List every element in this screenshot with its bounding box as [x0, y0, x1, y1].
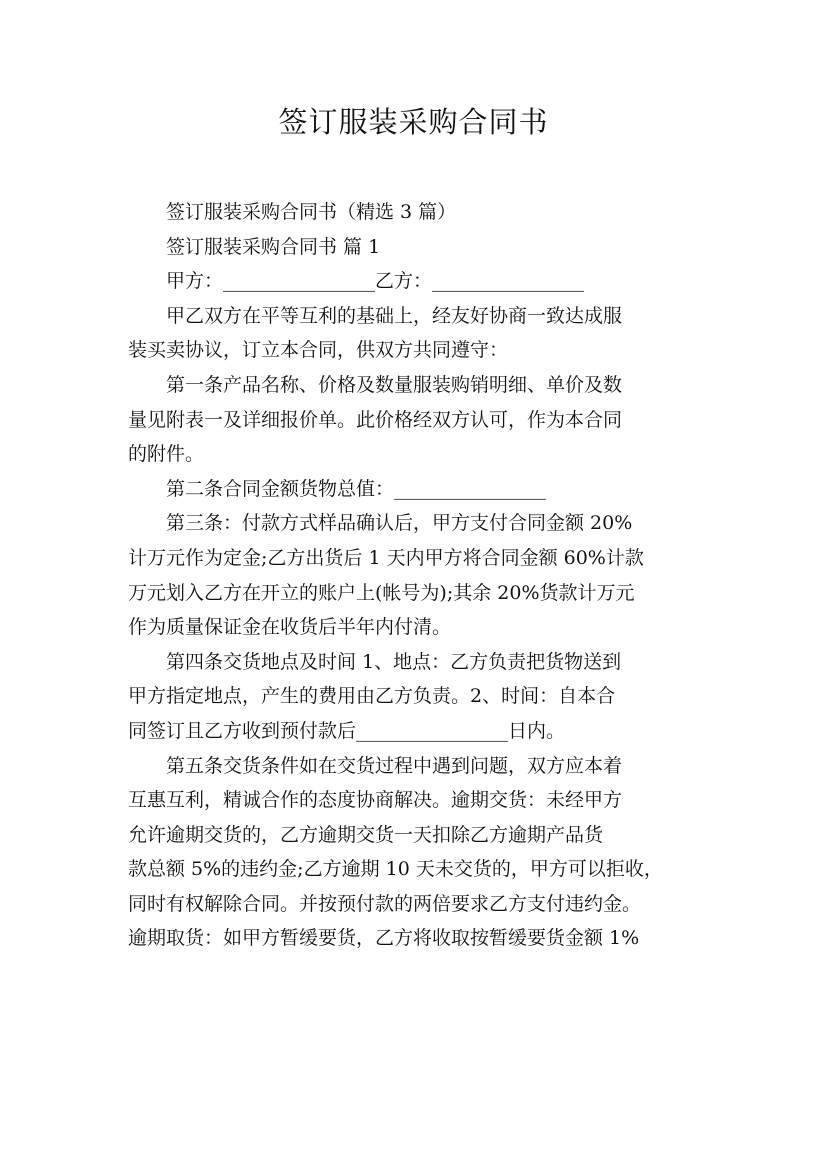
text-line: 第三条：付款方式样品确认后，甲方支付合同金额 20%	[166, 512, 633, 535]
document-body	[128, 195, 718, 956]
text-line: 第二条合同金额货物总值：________________	[166, 477, 547, 500]
text-line: 作为质量保证金在收货后半年内付清。	[128, 616, 452, 639]
text-line: 第一条产品名称、价格及数量服装购销明细、单价及数	[166, 373, 623, 396]
document-title: 签订服装采购合同书	[278, 105, 549, 139]
text-line: 装买卖协议，订立本合同，供双方共同遵守：	[128, 339, 509, 362]
text-line: 甲方：________________乙方：________________	[166, 270, 585, 293]
text-line: 同签订且乙方收到预付款后________________日内。	[128, 719, 566, 742]
text-line: 互惠互利，精诚合作的态度协商解决。逾期交货：未经甲方	[128, 789, 623, 812]
text-line: 签订服装采购合同书 篇 1	[166, 235, 381, 258]
text-line: 万元划入乙方在开立的账户上(帐号为);其余 20%货款计万元	[128, 581, 635, 604]
text-line: 的附件。	[128, 443, 205, 466]
text-line: 计万元作为定金;乙方出货后 1 天内甲方将合同金额 60%计款	[128, 546, 644, 569]
text-line: 量见附表一及详细报价单。此价格经双方认可，作为本合同	[128, 408, 623, 431]
text-line: 甲乙双方在平等互利的基础上，经友好协商一致达成服	[166, 304, 623, 327]
text-line: 允许逾期交货的，乙方逾期交货一天扣除乙方逾期产品货	[128, 823, 604, 846]
text-line: 同时有权解除合同。并按预付款的两倍要求乙方支付违约金。	[128, 892, 642, 915]
text-line: 款总额 5%的违约金;乙方逾期 10 天未交货的，甲方可以拒收，	[128, 858, 663, 881]
text-line: 第四条交货地点及时间 1、地点：乙方负责把货物送到	[166, 650, 622, 673]
text-line: 甲方指定地点，产生的费用由乙方负责。2、时间：自本合	[128, 685, 616, 708]
text-line: 签订服装采购合同书（精选 3 篇）	[166, 201, 457, 223]
text-line: 逾期取货：如甲方暂缓要货，乙方将收取按暂缓要货金额 1%	[128, 927, 640, 950]
text-line: 第五条交货条件如在交货过程中遇到问题，双方应本着	[166, 754, 623, 777]
